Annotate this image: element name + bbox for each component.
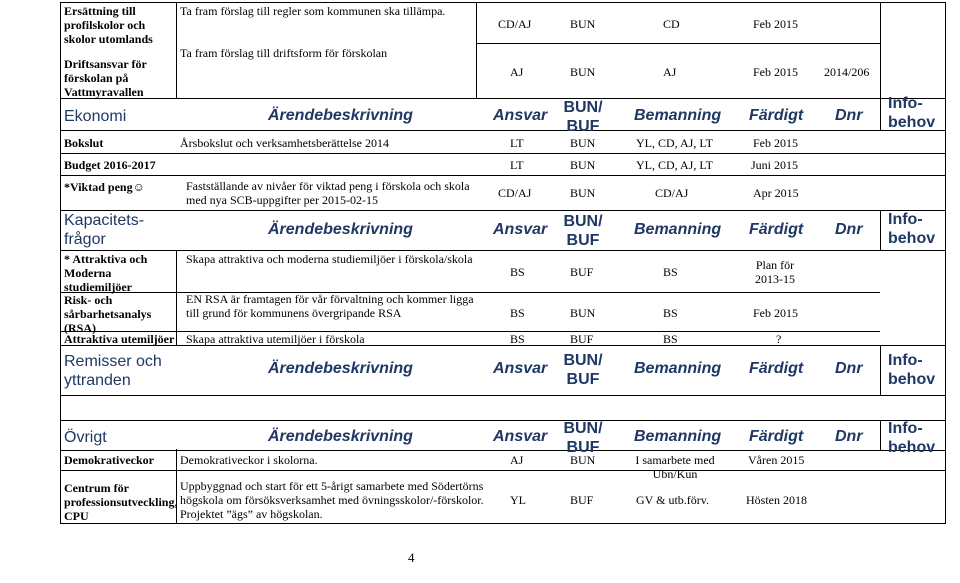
header-fardigt: Färdigt <box>749 221 804 238</box>
ansvar-cell: LT <box>510 136 524 150</box>
header-bun: BUN/ <box>563 99 603 116</box>
header-ansvar: Ansvar <box>493 360 548 377</box>
header-fardigt: Färdigt <box>749 428 804 445</box>
header-fardigt: Färdigt <box>749 360 804 377</box>
header-dnr: Dnr <box>835 428 863 445</box>
header-infobehov <box>888 419 935 457</box>
header-behov: behov <box>888 371 936 388</box>
buf-cell: BUN <box>570 158 596 172</box>
header-dnr: Dnr <box>835 221 863 238</box>
bemanning-cell: GV & utb.förv. <box>636 493 709 507</box>
ansvar-cell: CD/AJ <box>498 17 532 31</box>
header-behov: behov <box>888 114 936 131</box>
row-label-budget: Budget 2016-2017 <box>64 158 156 172</box>
fardigt-cell: Feb 2015 <box>753 17 798 31</box>
buf-cell: BUF <box>570 332 594 346</box>
section-title-line1: Remisser och <box>64 353 162 370</box>
task-studiemiljoer: Skapa attraktiva och moderna studiemiljöer i förskola/skola <box>186 252 473 266</box>
fardigt-cell: Våren 2015 <box>748 453 805 467</box>
section-title-remisser <box>64 352 162 390</box>
header-dnr: Dnr <box>835 360 863 377</box>
header-arendebeskrivning: Ärendebeskrivning <box>268 360 413 377</box>
header-bemanning: Bemanning <box>634 107 722 124</box>
fardigt-line: 2013-15 <box>755 272 795 286</box>
section-title-ovrigt: Övrigt <box>64 429 107 446</box>
ansvar-cell: BS <box>510 306 525 320</box>
ansvar-cell: BS <box>510 332 525 346</box>
bemanning-cell: BS <box>663 265 678 279</box>
section-title-line1: Kapacitets- <box>64 212 145 229</box>
page-number: 4 <box>408 550 415 565</box>
label-line: Centrum för <box>64 481 129 495</box>
header-arendebeskrivning: Ärendebeskrivning <box>268 107 413 124</box>
header-bun-buf <box>560 212 606 250</box>
label-line: Risk- och <box>64 293 113 307</box>
ansvar-cell: AJ <box>510 65 524 79</box>
task-regler: Ta fram förslag till regler som kommunen ska tillämpa. <box>180 4 446 18</box>
task-viktad-peng-line2: med nya SCB-uppgifter per 2015-02-15 <box>186 193 378 207</box>
row-label-utemiljoer: Attraktiva utemiljöer <box>64 332 175 346</box>
buf-cell: BUF <box>570 493 594 507</box>
section-title-line2: yttranden <box>64 372 131 389</box>
bemanning-cell: AJ <box>663 65 677 79</box>
header-arendebeskrivning: Ärendebeskrivning <box>268 221 413 238</box>
section-label-driftsansvar: Driftsansvar för förskolan på Vattmyravallen <box>64 57 147 99</box>
header-buf: BUF <box>566 439 600 456</box>
row-label-viktad-peng: *Viktad peng☺ <box>64 180 145 194</box>
header-bun-buf <box>560 351 606 389</box>
row-label-rsa <box>64 293 151 335</box>
label-line: CPU <box>64 509 89 523</box>
bemanning-cell: YL, CD, AJ, LT <box>636 158 713 172</box>
fardigt-cell: ? <box>776 332 782 346</box>
label-line: Moderna <box>64 266 112 280</box>
header-ansvar: Ansvar <box>493 428 548 445</box>
header-info: Info- <box>888 95 923 112</box>
fardigt-cell: Hösten 2018 <box>746 493 807 507</box>
task-rsa-line2: till grund för kommunens övergripande RSA <box>186 306 402 320</box>
task-cpu-line2: högskola om försöksverksamhet med övningsskolor/-förskolor. <box>180 493 484 507</box>
fardigt-cell <box>740 258 810 286</box>
header-behov: behov <box>888 439 936 456</box>
header-buf: BUF <box>566 232 600 249</box>
bemanning-cell: BS <box>663 332 678 346</box>
buf-cell: BUN <box>570 186 596 200</box>
fardigt-cell: Feb 2015 <box>753 65 798 79</box>
header-buf: BUF <box>566 371 600 388</box>
header-infobehov <box>888 351 935 389</box>
task-rsa-line1: EN RSA är framtagen för vår förvaltning och kommer ligga <box>186 292 474 306</box>
header-info: Info- <box>888 352 923 369</box>
header-bun: BUN/ <box>563 213 603 230</box>
header-arendebeskrivning: Ärendebeskrivning <box>268 428 413 445</box>
bemanning-line: Ubn/Kun <box>652 467 698 481</box>
task-cpu-line1: Uppbyggnad och start för ett 5-årigt samarbete med Södertörns <box>180 479 484 493</box>
header-infobehov <box>888 210 935 248</box>
header-behov: behov <box>888 230 936 247</box>
buf-cell: BUN <box>570 17 596 31</box>
task-utemiljoer: Skapa attraktiva utemiljöer i förskola <box>186 332 365 346</box>
buf-cell: BUN <box>570 136 596 150</box>
bemanning-line: I samarbete med <box>635 453 715 467</box>
fardigt-cell: Juni 2015 <box>751 158 799 172</box>
buf-cell: BUN <box>570 306 596 320</box>
header-ansvar: Ansvar <box>493 221 548 238</box>
task-viktad-peng-line1: Fastställande av nivåer för viktad peng i förskola och skola <box>186 179 470 193</box>
task-cpu-line3: Projektet ”ägs” av högskolan. <box>180 507 323 521</box>
fardigt-line: Plan för <box>755 258 795 272</box>
row-label-attraktiva-studiemiljoer <box>64 252 147 294</box>
buf-cell: BUN <box>570 65 596 79</box>
fardigt-cell: Feb 2015 <box>753 136 798 150</box>
task-demokrativeckor: Demokrativeckor i skolorna. <box>180 453 318 467</box>
row-label-cpu <box>64 481 177 523</box>
header-bun: BUN/ <box>563 420 603 437</box>
header-buf: BUF <box>566 118 600 135</box>
section-title-kapacitetsfragor <box>64 211 144 249</box>
ansvar-cell: YL <box>510 493 526 507</box>
header-bemanning: Bemanning <box>634 428 722 445</box>
header-bun-buf <box>560 419 606 457</box>
buf-cell: BUF <box>570 265 594 279</box>
buf-cell: BUN <box>570 453 596 467</box>
label-line: sårbarhetsanalys <box>64 307 152 321</box>
label-line: (RSA) <box>64 321 96 335</box>
task-bokslut: Årsbokslut och verksamhetsberättelse 2014 <box>180 136 389 150</box>
ansvar-cell: BS <box>510 265 525 279</box>
ansvar-cell: AJ <box>510 453 524 467</box>
dnr-cell: 2014/206 <box>824 65 870 79</box>
section-label-profilskolor: Ersättning till profilskolor och skolor utomlands <box>64 4 153 46</box>
row-label-bokslut: Bokslut <box>64 136 104 150</box>
header-bemanning: Bemanning <box>634 221 722 238</box>
header-info: Info- <box>888 420 923 437</box>
bemanning-cell: CD <box>663 17 680 31</box>
header-info: Info- <box>888 211 923 228</box>
header-infobehov <box>888 94 935 132</box>
bemanning-cell: YL, CD, AJ, LT <box>636 136 713 150</box>
header-ansvar: Ansvar <box>493 107 548 124</box>
fardigt-cell: Apr 2015 <box>753 186 799 200</box>
label-line: studiemiljöer <box>64 280 132 294</box>
ansvar-cell: LT <box>510 158 524 172</box>
header-bemanning: Bemanning <box>634 360 722 377</box>
task-driftsform: Ta fram förslag till driftsform för förskolan <box>180 46 388 60</box>
header-bun: BUN/ <box>563 352 603 369</box>
header-dnr: Dnr <box>835 107 863 124</box>
bemanning-cell <box>620 453 730 481</box>
row-label-demokrativeckor: Demokrativeckor <box>64 453 154 467</box>
bemanning-cell: CD/AJ <box>655 186 689 200</box>
fardigt-cell: Feb 2015 <box>753 306 798 320</box>
label-line: * Attraktiva och <box>64 252 148 266</box>
header-bun-buf <box>560 98 606 136</box>
bemanning-cell: BS <box>663 306 678 320</box>
section-title-ekonomi: Ekonomi <box>64 108 127 125</box>
section-title-line2: frågor <box>64 231 106 248</box>
label-line: professionsutveckling, <box>64 495 178 509</box>
ansvar-cell: CD/AJ <box>498 186 532 200</box>
header-fardigt: Färdigt <box>749 107 804 124</box>
